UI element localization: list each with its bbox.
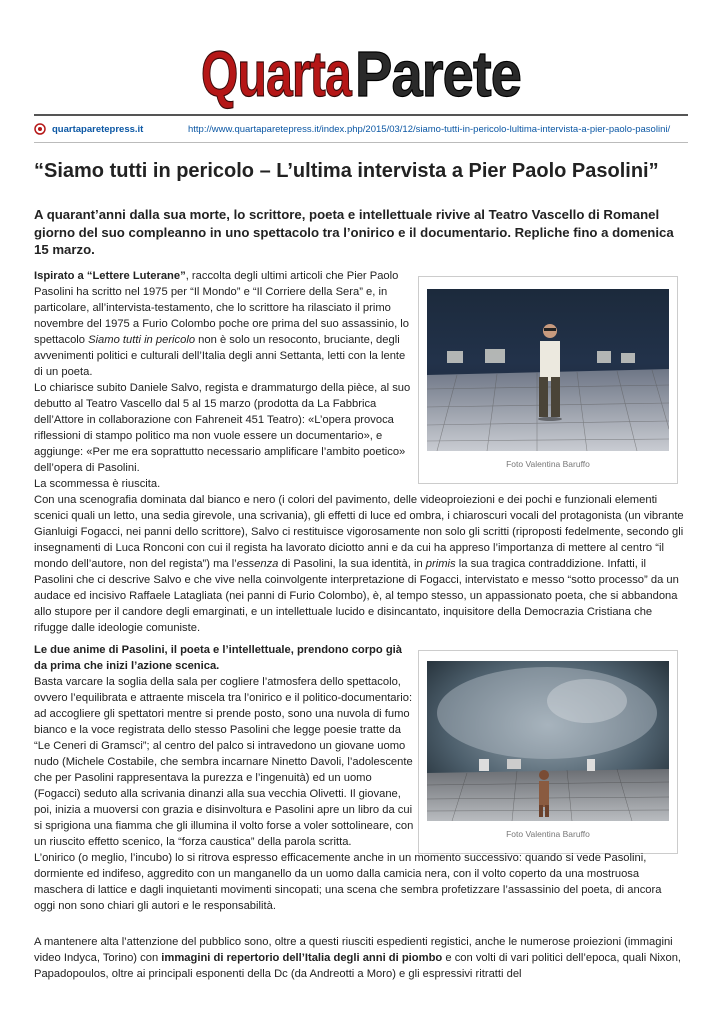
paragraph-1-bold: Ispirato a “Lettere Luterane” [34,270,186,282]
paragraph-4-italic-b: primis [425,558,456,570]
paragraph-1-italic: Siamo tutti in pericolo [88,334,196,346]
paragraph-6: L’onirico (o meglio, l’incubo) lo si ritrova espresso efficacemente anche in un momento successivo: quando si vede Pasolini, dormiente ed indifeso, aggredito con un manganello da un uomo dalla camicia nera, con il volto coperto da una mostruosa maschera di lattice e dagli inquietanti movimenti sincopati; una scena che sembra profetizzare l’assassinio del poeta, di ancora oggi non sono chiari gli autori e le responsabilità. [34,852,662,912]
paragraph-4-text-a: Con una scenografia dominata dal bianco e nero (i colori del pavimento, delle videoproiezioni e dei pochi e funzionali elementi scenici quali un letto, una sedia girevole, una scrivania), gli effetti di luce ed ombra, i chiaroscuri vocali del protagonista (un vibrante Gianluigi Fogacci, nei panni dello scrittore), Salvo ci restituisce vigorosamente non solo gli scritti (riproposti fedelmente, secondo gli insegnamenti di Luca Ronconi con cui il regista ha lavorato diciotto anni e da cui ha appreso l’importanza di mettere al centro “il mondo dell’autore, non del regista”) ma l’ [34,494,684,570]
article-url-link[interactable]: http://www.quartaparetepress.it/index.php/2015/03/12/siamo-tutti-in-pericolo-lultima-intervista-a-pier-paolo-pasolini/ [188,124,671,135]
paragraph-3: La scommessa è riuscita. [34,478,161,490]
source-divider [34,142,688,143]
article-lead: A quarant’anni dalla sua morte, lo scrittore, poeta e intellettuale rivive al Teatro Vascello di Romanel giorno del suo compleanno in uno spettacolo tra l’onirico e il documentario. Repliche fino a domenica 15 marzo. [34,207,674,257]
paragraph-4 [34,492,684,636]
site-link[interactable]: quartaparetepress.it [52,124,144,135]
paragraph-5: Basta varcare la soglia della sala per cogliere l’atmosfera dello spettacolo, ovvero l’equilibrata e attraente miscela tra l’onirico e il politico-documentario: ad accogliere gli spettatori mentre si prende posto, sono una nuvola di fumo bianco e la voce registrata dello stesso Pasolini che legge poesie tratte da “Le Ceneri di Gramsci”; al centro del palco si intravedono un giovane uomo nudo (Michele Costabile, che sembra incarnare Ninetto Davoli, l’adolescente che per Pasolini rappresentava la purezza e l’ingenuità) ed un uomo (Fogacci) seduto alla scrivania dinanzi alla sua vecchia Olivetti. Il giovane, poi, inizia a muoversi con grazia e disinvoltura e Pasolini apre un libro da cui si sprigiona una fiamma che gli illumina il volto forse a voler sottolineare, con un riuscito effetto scenico, la “forza caustica” della parola scritta. [34,676,414,848]
section-2-heading: Le due anime di Pasolini, il poeta e l’intellettuale, prendono corpo già da prima che inizi l’azione scenica. [34,644,403,672]
paragraph-7-text-a: A mantenere alta l’attenzione del pubblico sono, oltre a questi riusciti espedienti registici, anche le numerose proiezioni (immagini video Indyca, Torino) con [34,936,673,964]
site-favicon-icon [34,123,46,138]
logo-text-parete: Parete [355,38,521,110]
paragraph-7-text-b: e con volti di vari politici dell’epoca, quali Nixon, Papadopoulos, oltre ai principali esponenti della Dc (da Andreotti a Moro) e gli espressivi ritratti del [34,952,682,980]
paragraph-7-bold: immagini di repertorio dell’Italia degli anni di piombo [161,952,443,964]
section-3 [34,934,684,982]
header-divider [34,114,688,116]
section-1 [34,268,684,636]
section-2 [34,642,684,914]
paragraph-7 [34,934,684,982]
logo-text-quarta: Quarta [201,38,353,110]
paragraph-4-italic-a: essenza [236,558,279,570]
figure-2-caption: Foto Valentina Baruffo [506,829,590,839]
paragraph-2: Lo chiarisce subito Daniele Salvo, regista e drammaturgo della pièce, al suo debutto al Teatro Vascello dal 5 al 15 marzo (prodotta da La Fabbrica dell’Attore in collaborazione con Fahreneit 451 Teatro): «L’opera provoca riflessioni di stampo politico ma non vuole essere un documentario», e aggiunge: «Per me era soprattutto necessario amplificare l’ambito poetico» dell’opera di Pasolini. [34,382,411,474]
paragraph-1-text-b: non è solo un resoconto, bruciante, degli avvenimenti politici e culturali dell’Italia degli anni Settanta, letti con la lente di un poeta. [34,334,406,378]
site-logo[interactable] [0,30,724,114]
paragraph-4-text-c: la sua tragica contraddizione. Infatti, il Pasolini che ci descrive Salvo e che vive nella coinvolgente interpretazione di Fogacci, intervistato e messo “sotto processo” da un audace ed incisivo Raffaele Latagliata (nei panni di Furio Colombo), è, al tempo stesso, un appassionato poeta, che si abbandona allo stupore per il candore degli emarginati, e un intellettuale lucido e disincantato, inquisitore della Democrazia Cristiana che rifugge dalle ideologie comuniste. [34,558,679,634]
paragraph-4-text-b: di Pasolini, la sua identità, in [278,558,426,570]
article-title: “Siamo tutti in pericolo – L’ultima intervista a Pier Paolo Pasolini” [34,160,659,182]
paragraph-1 [34,268,414,380]
figure-1-caption: Foto Valentina Baruffo [506,459,590,469]
logo-graphic [197,30,527,114]
paragraph-1-text-a: , raccolta degli ultimi articoli che Pier Paolo Pasolini ha scritto nel 1975 per “Il Mondo” e “Il Corriere della Sera” e, in particolare, all’intervista-testamento, che lo scrittore ha rilasciato il primo novembre del 1975 a Furio Colombo poche ore prima del suo assassinio, lo spettacolo [34,270,409,346]
